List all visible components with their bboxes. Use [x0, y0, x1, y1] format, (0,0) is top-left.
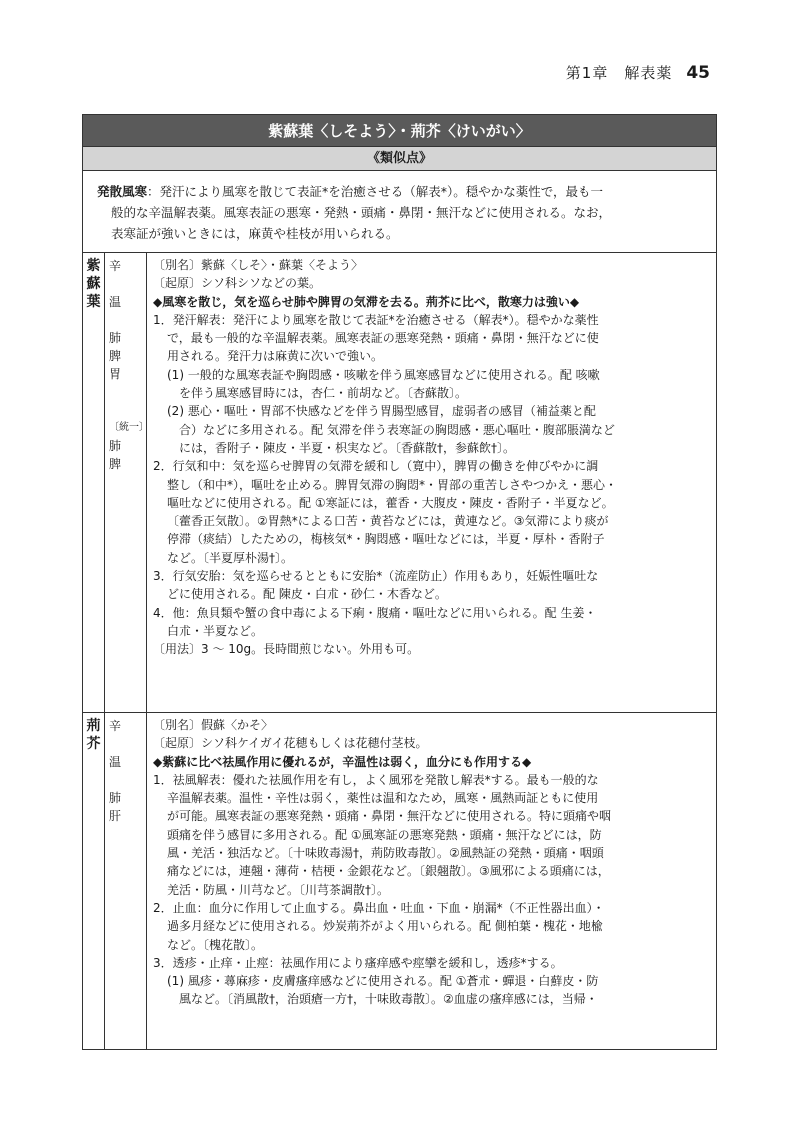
description-line: を伴う風寒感冒時には，杏仁・前胡など。〔杏蘇散〕。	[179, 386, 468, 401]
herb-property	[109, 401, 146, 419]
similar-points-heading: 《類似点》	[83, 147, 716, 171]
description-line: ◆紫蘇に比べ祛風作用に優れるが，辛温性は弱く，血分にも作用する◆	[153, 754, 532, 769]
description-line: どに使用される。配 陳皮・白朮・砂仁・木香など。	[167, 587, 447, 602]
description-line: 3．行気安胎：気を巡らせるとともに安胎*（流産防止）作用もあり，妊娠性嘔吐な	[153, 569, 599, 584]
description-line: 合）などに多用される。配 気滞を伴う表寒証の胸悶感・悪心嘔吐・腹部脹満など	[179, 422, 615, 437]
herb-name-column	[83, 713, 105, 1049]
description-line: 嘔吐などに使用される。配 ①寒証には，藿香・大腹皮・陳皮・香附子・半夏など。	[167, 495, 614, 510]
description-line: など。〔半夏厚朴湯†〕。	[167, 550, 294, 565]
herb-property: 脾	[109, 457, 122, 471]
herb-property: 肝	[109, 809, 122, 823]
similar-points-summary	[83, 171, 716, 253]
description-line: 〔用法〕3 ～ 10g。長時間煎じない。外用も可。	[153, 642, 420, 657]
herb-property	[109, 275, 146, 293]
description-line: (1) 一般的な風寒表証や胸悶感・咳嗽を伴う風寒感冒などに使用される。配 咳嗽	[167, 367, 600, 382]
running-header	[566, 62, 710, 83]
herb-name-char: 荊	[86, 718, 101, 734]
herb-name-column	[83, 253, 105, 712]
description-line: 頭痛を伴う感冒に多用される。配 ①風寒証の悪寒発熱・頭痛・無汗などには，防	[167, 827, 602, 842]
herb-property: 胃	[109, 367, 122, 381]
herb-property: 辛	[109, 719, 122, 733]
description-line: 過多月経などに使用される。炒炭荊芥がよく用いられる。配 側柏葉・槐花・地楡	[167, 919, 603, 934]
description-line: が可能。風寒表証の悪寒発熱・頭痛・鼻閉・無汗などに使用される。特に頭痛や咽	[167, 809, 612, 824]
description-line: で，最も一般的な辛温解表薬。風寒表証の悪寒発熱・頭痛・鼻閉・無汗などに使	[167, 331, 599, 346]
description-line: ◆風寒を散じ，気を巡らせ肺や脾胃の気滞を去る。荊芥に比べ，散寒力は強い◆	[153, 294, 580, 309]
herb-section-keigai	[83, 713, 716, 1049]
description-line: 〔起原〕シソ科シソなどの葉。	[153, 276, 322, 291]
herb-name-char: 蘇	[86, 276, 101, 292]
description-line: 2．止血：血分に作用して止血する。鼻出血・吐血・下血・崩漏*（不正性器出血）・	[153, 900, 605, 915]
herb-property: 脾	[109, 349, 122, 363]
comparison-table	[82, 114, 717, 1050]
herb-property	[109, 311, 146, 329]
table-title: 紫蘇葉〈しそよう〉・荊芥〈けいがい〉	[83, 115, 716, 147]
herb-name-char: 芥	[86, 736, 101, 752]
herb-section-shisoyo	[83, 253, 716, 713]
summary-line: 般的な辛温解表薬。風寒表証の悪寒・発熱・頭痛・鼻閉・無汗などに使用される。なお，	[111, 205, 612, 220]
description-line: 白朮・半夏など。	[167, 623, 264, 638]
chapter-title: 第1章 解表薬	[565, 64, 673, 82]
herb-property	[109, 383, 146, 401]
description-line: 用される。発汗力は麻黄に次いで強い。	[167, 349, 384, 364]
summary-line: ：発汗により風寒を散じて表証*を治癒させる（解表*）。穏やかな薬性で，最も一	[147, 184, 604, 199]
herb-description	[147, 253, 716, 712]
description-line: 風など。〔消風散†，治頭瘡一方†，十味敗毒散〕。②血虚の瘙痒感には，当帰・	[179, 992, 598, 1007]
herb-property: 〔統一〕	[109, 422, 149, 433]
herb-name-char: 葉	[86, 294, 101, 310]
description-line: 〔起原〕シソ科ケイガイ花穂もしくは花穂付茎枝。	[153, 736, 428, 751]
herb-property: 辛	[109, 259, 122, 273]
herb-property: 温	[109, 295, 122, 309]
herb-property: 肺	[109, 439, 122, 453]
description-line: 2．行気和中：気を巡らせ脾胃の気滞を緩和し（寛中），脾胃の働きを伸びやかに調	[153, 459, 599, 474]
description-line: 3．透疹・止痒・止痙：祛風作用により瘙痒感や痙攣を緩和し，透疹*する。	[153, 955, 563, 970]
summary-line: 表寒証が強いときには，麻黄や桂枝が用いられる。	[111, 226, 399, 241]
description-line: 痛などには，連翹・薄荷・桔梗・金銀花など。〔銀翹散〕。③風邪による頭痛には，	[167, 864, 610, 879]
description-line: 1．発汗解表：発汗により風寒を散じて表証*を治癒させる（解表*）。穏やかな薬性	[153, 312, 599, 327]
herb-property	[109, 771, 146, 789]
description-line: 〔別名〕紫蘇〈しそ〉・蘇葉〈そよう〉	[153, 258, 364, 272]
description-line: 1．祛風解表：優れた祛風作用を有し，よく風邪を発散し解表*する。最も一般的な	[153, 772, 599, 787]
description-line: 〔別名〕假蘇〈かそ〉	[153, 718, 274, 732]
description-line: 停滞（痰結）したための，梅核気*・胸悶感・嘔吐などには，半夏・厚朴・香附子	[167, 532, 605, 547]
description-line: (2) 悪心・嘔吐・胃部不快感などを伴う胃腸型感冒，虚弱者の感冒（補益薬と配	[167, 404, 596, 419]
summary-term: 発散風寒	[97, 184, 148, 199]
herb-description	[147, 713, 716, 1049]
description-line: には，香附子・陳皮・半夏・枳実など。〔香蘇散†，参蘇飲†〕。	[179, 440, 516, 455]
description-line: (1) 風疹・蕁麻疹・皮膚瘙痒感などに使用される。配 ①蒼朮・蟬退・白蘚皮・防	[167, 974, 599, 989]
description-line: 羌活・防風・川芎など。〔川芎茶調散†〕。	[167, 882, 390, 897]
description-line: 4．他：魚貝類や蟹の食中毒による下痢・腹痛・嘔吐などに用いられる。配 生姜・	[153, 605, 597, 620]
description-line: 辛温解表薬。温性・辛性は弱く，薬性は温和なため，風寒・風熱両証ともに使用	[167, 791, 599, 806]
page-number: 45	[686, 63, 710, 83]
description-line: 風・羌活・独活など。〔十味敗毒湯†，荊防敗毒散〕。②風熱証の発熱・頭痛・咽頭	[167, 846, 604, 861]
herb-property: 温	[109, 755, 122, 769]
herb-property: 肺	[109, 791, 122, 805]
herb-property	[109, 735, 146, 753]
herb-name-char: 紫	[86, 258, 101, 274]
description-line: 〔藿香正気散〕。②胃熱*による口苦・黄苔などには，黄連など。③気滞により痰が	[167, 514, 609, 529]
herb-property-column	[105, 713, 147, 1049]
herb-property: 肺	[109, 331, 122, 345]
description-line: 整し（和中*），嘔吐を止める。脾胃気滞の胸悶*・胃部の重苦しさやつかえ・悪心・	[167, 477, 618, 492]
description-line: など。〔槐花散〕。	[167, 937, 264, 952]
herb-property-column	[105, 253, 147, 712]
